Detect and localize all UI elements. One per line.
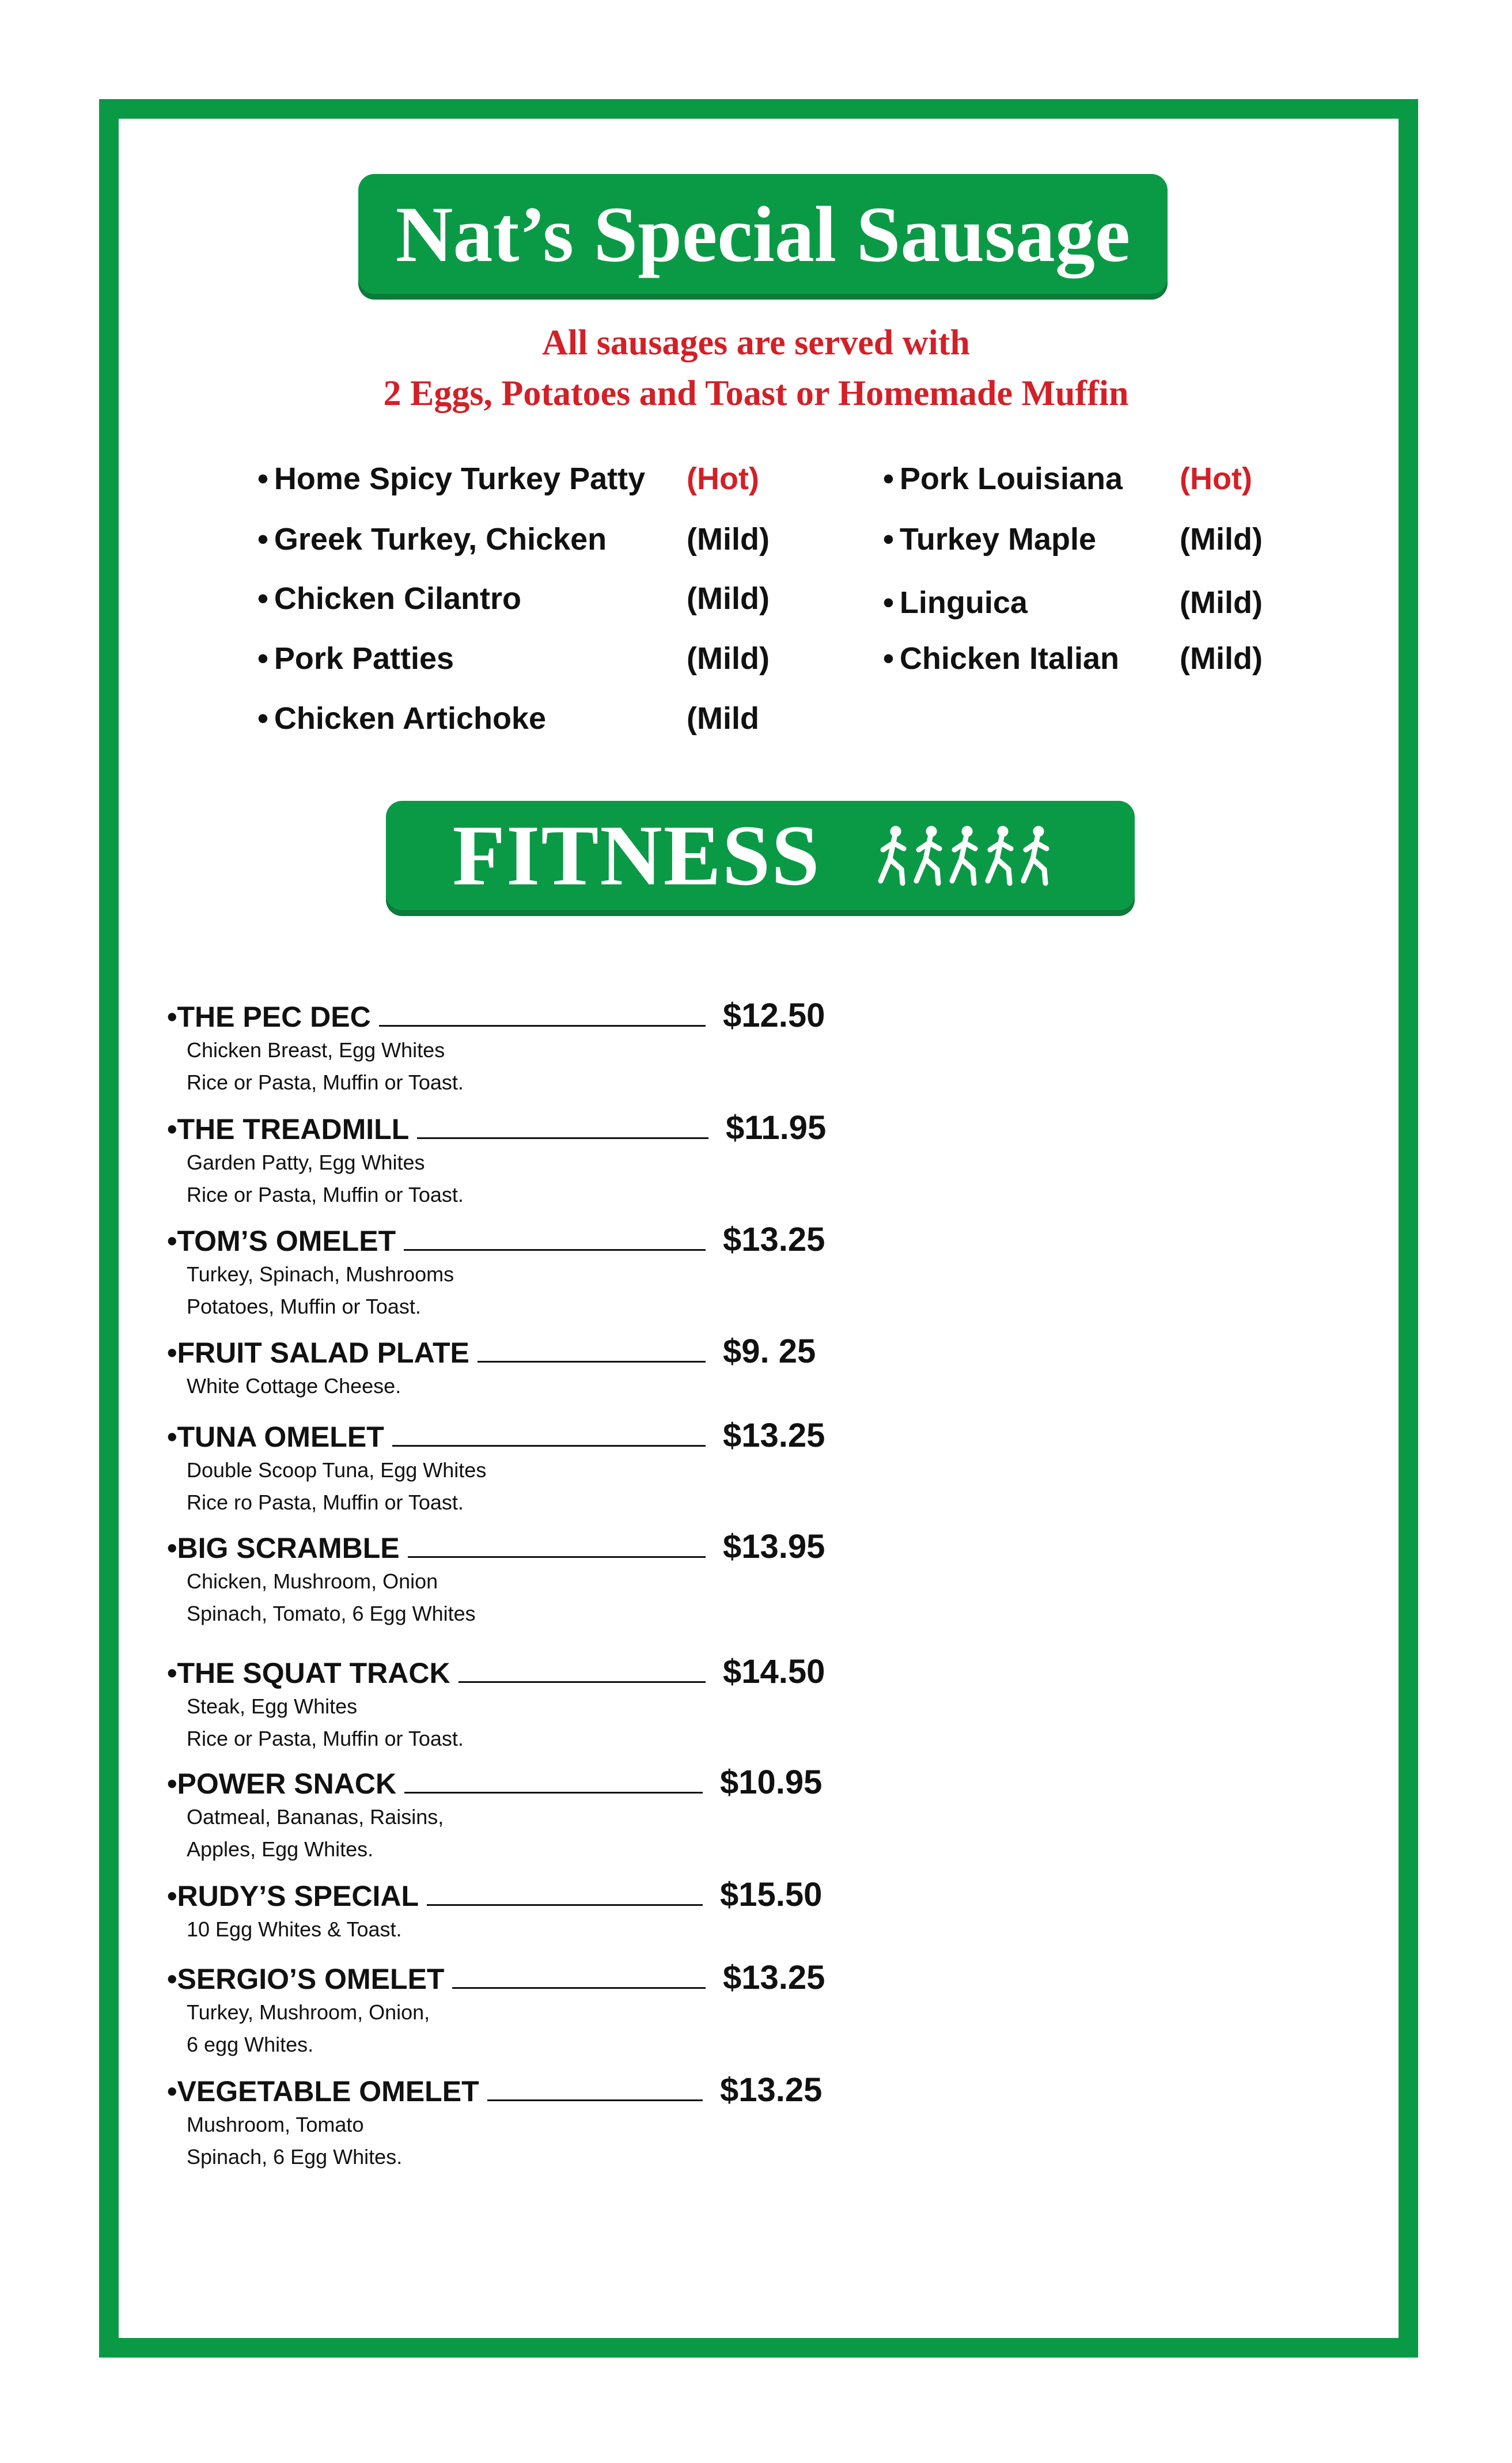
bullet: • [257,522,268,557]
bullet: • [167,1963,177,1995]
fitness-name-text: RUDY’S SPECIAL [177,1880,419,1912]
bullet: • [167,1768,177,1800]
sausage-name: Chicken Artichoke [274,701,547,736]
fitness-item-name [167,1224,404,1258]
spice-level: (Mild [687,701,759,736]
sausage-item-left [257,521,607,557]
fitness-item-name [167,2074,487,2109]
fitness-item-desc: Rice or Pasta, Muffin or Toast. [187,1727,464,1750]
fitness-name-text: BIG SCRAMBLE [177,1532,400,1564]
sausage-name: Linguica [899,585,1028,620]
fitness-item [167,1109,858,1211]
fitness-name-text: TOM’S OMELET [177,1225,396,1257]
bullet: • [167,1421,177,1453]
fitness-item-name [167,1962,452,1996]
bullet: • [883,585,894,620]
fitness-item-desc: Turkey, Spinach, Mushrooms [187,1262,454,1286]
sausage-item-right [883,521,1096,557]
fitness-name-text: THE SQUAT TRACK [177,1657,450,1689]
fitness-item-desc: Potatoes, Muffin or Toast. [187,1295,421,1318]
sausage-name: Pork Louisiana [899,461,1123,496]
spice-level: (Mild) [687,581,770,616]
sausage-item-left [257,701,546,736]
bullet: • [167,2075,177,2108]
bullet: • [167,1225,177,1257]
fitness-item-desc: Apples, Egg Whites. [187,1837,374,1861]
fitness-item [167,1528,858,1630]
fitness-item-name [167,1420,392,1454]
fitness-name-text: FRUIT SALAD PLATE [177,1337,469,1369]
fitness-item-desc: Rice or Pasta, Muffin or Toast. [187,1070,464,1094]
sausage-item-right [883,585,1028,621]
fitness-item-name [167,1335,478,1370]
sausage-name: Turkey Maple [899,522,1097,557]
fitness-item [167,1417,858,1519]
fitness-item-price: $14.50 [723,1653,825,1690]
sausage-subtitle-line1: All sausages are served with [542,323,970,362]
sausage-subtitle-line2: 2 Eggs, Potatoes and Toast or Homemade Muffin [383,374,1129,413]
fitness-item-price: $13.25 [723,1221,825,1258]
fitness-item-price: $15.50 [720,1876,823,1913]
fitness-item [167,2071,858,2173]
sausage-name: Chicken Cilantro [274,581,521,616]
fitness-item-desc: Turkey, Mushroom, Onion, [187,2000,430,2024]
fitness-item-desc: Oatmeal, Bananas, Raisins, [187,1805,444,1829]
fitness-name-text: THE TREADMILL [177,1113,410,1145]
fitness-item-desc: 6 egg Whites. [187,2033,314,2056]
fitness-item [167,1876,858,1946]
fitness-item-desc: Double Scoop Tuna, Egg Whites [187,1458,487,1482]
fitness-item [167,997,858,1099]
sausage-title: Nat’s Special Sausage [395,190,1131,278]
fitness-item-price: $12.50 [723,997,825,1034]
fitness-item-price: $13.25 [723,1959,825,1996]
spice-level: (Hot) [1180,461,1252,496]
fitness-name-text: TUNA OMELET [177,1421,384,1453]
bullet: • [257,461,268,496]
sausage-banner [358,174,1168,294]
bullet: • [883,461,894,496]
fitness-item-name [167,1000,379,1034]
fitness-name-text: POWER SNACK [177,1768,397,1800]
sausage-name: Home Spicy Turkey Patty [274,461,646,496]
fitness-item-desc: 10 Egg Whites & Toast. [187,1917,402,1941]
spice-level: (Mild) [687,522,770,557]
fitness-item-desc: Rice or Pasta, Muffin or Toast. [187,1183,464,1206]
bullet: • [167,1337,177,1369]
fitness-item-desc: Rice ro Pasta, Muffin or Toast. [187,1490,464,1514]
fitness-item [167,1766,858,1866]
bullet: • [883,641,894,676]
fitness-item-name [167,1112,417,1147]
spice-level: (Mild) [687,641,770,676]
runners-icon [873,821,1068,890]
fitness-item-desc: Steak, Egg Whites [187,1694,358,1718]
fitness-item-price: $11.95 [726,1109,827,1147]
bullet: • [167,1532,177,1564]
sausage-item-left [257,461,645,497]
fitness-title: FITNESS [452,808,821,903]
fitness-item [167,1653,858,1755]
fitness-item-desc: Spinach, Tomato, 6 Egg Whites [187,1602,476,1625]
fitness-item-price: $13.25 [720,2071,823,2109]
bullet: • [167,1880,177,1912]
bullet: • [257,581,268,616]
bullet: • [167,1001,177,1033]
sausage-item-left [257,581,521,616]
sausage-name: Pork Patties [274,641,454,676]
sausage-item-right [883,461,1123,497]
fitness-item [167,1335,858,1402]
bullet: • [167,1113,177,1145]
bullet: • [257,641,268,676]
spice-level: (Mild) [1180,522,1263,557]
fitness-name-text: THE PEC DEC [177,1001,371,1033]
fitness-item-desc: Chicken, Mushroom, Onion [187,1569,438,1593]
fitness-name-text: SERGIO’S OMELET [177,1963,445,1995]
fitness-item-name [167,1531,408,1565]
fitness-name-text: VEGETABLE OMELET [177,2075,479,2108]
fitness-item [167,1959,858,2061]
sausage-item-right [883,641,1119,676]
fitness-item-desc: Chicken Breast, Egg Whites [187,1038,445,1062]
fitness-item-desc: White Cottage Cheese. [187,1374,401,1398]
fitness-item-name [167,1879,427,1913]
spice-level: (Mild) [1180,585,1263,620]
fitness-item-price: $13.95 [723,1528,825,1565]
fitness-banner [386,801,1135,910]
fitness-item-price: $10.95 [720,1764,823,1801]
fitness-item [167,1221,858,1323]
fitness-item-price: $9. 25 [723,1333,816,1370]
sausage-item-left [257,641,454,676]
fitness-item-name [167,1656,458,1690]
bullet: • [883,522,894,557]
bullet: • [167,1657,177,1689]
fitness-item-name [167,1766,404,1801]
sausage-name: Chicken Italian [899,641,1120,676]
fitness-item-desc: Mushroom, Tomato [187,2113,364,2136]
bullet: • [257,701,268,736]
fitness-item-price: $13.25 [723,1417,825,1454]
sausage-name: Greek Turkey, Chicken [274,522,607,557]
fitness-item-desc: Garden Patty, Egg Whites [187,1151,425,1174]
fitness-item-desc: Spinach, 6 Egg Whites. [187,2145,403,2169]
spice-level: (Hot) [687,461,759,496]
spice-level: (Mild) [1180,641,1263,676]
